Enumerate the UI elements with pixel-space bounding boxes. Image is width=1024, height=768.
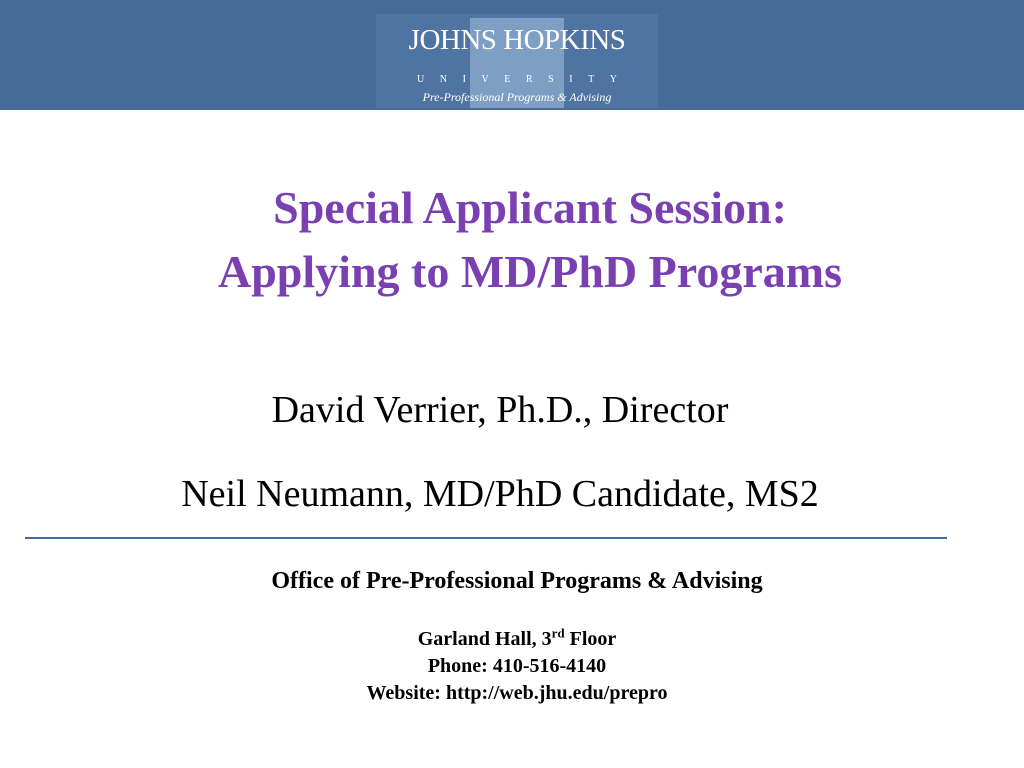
office-phone: Phone: 410-516-4140 xyxy=(427,655,607,677)
contact-block xyxy=(0,626,1024,707)
logo-letter: U xyxy=(417,74,425,85)
office-location xyxy=(0,626,1024,653)
logo-letter: N xyxy=(439,74,448,85)
logo-letter: Y xyxy=(609,74,617,85)
logo-letter: V xyxy=(481,74,489,85)
location-ordinal: rd xyxy=(551,625,565,641)
logo-letter: T xyxy=(588,74,595,85)
logo-university-wordmark xyxy=(417,74,617,86)
university-logo xyxy=(376,14,658,108)
location-prefix: Garland Hall, 3 xyxy=(417,628,552,650)
logo-letter: I xyxy=(462,74,466,85)
office-website: Website: http://web.jhu.edu/prepro xyxy=(366,682,668,704)
logo-letter: R xyxy=(525,74,533,85)
location-suffix: Floor xyxy=(564,628,617,650)
divider-line xyxy=(25,537,947,539)
logo-name: JOHNS HOPKINS xyxy=(408,24,626,56)
logo-letter: I xyxy=(569,74,573,85)
slide-title xyxy=(0,176,1024,304)
office-name: Office of Pre-Professional Programs & Advising xyxy=(271,568,763,594)
presenter-candidate: Neil Neumann, MD/PhD Candidate, MS2 xyxy=(181,473,819,515)
presenter-director: David Verrier, Ph.D., Director xyxy=(271,389,729,431)
logo-letter: S xyxy=(548,74,554,85)
slide-title-line-1: Special Applicant Session: xyxy=(273,182,787,233)
header-band xyxy=(0,0,1024,110)
logo-subtitle: Pre-Professional Programs & Advising xyxy=(422,90,612,104)
logo-letter: E xyxy=(504,74,511,85)
slide-title-line-2: Applying to MD/PhD Programs xyxy=(218,246,842,297)
